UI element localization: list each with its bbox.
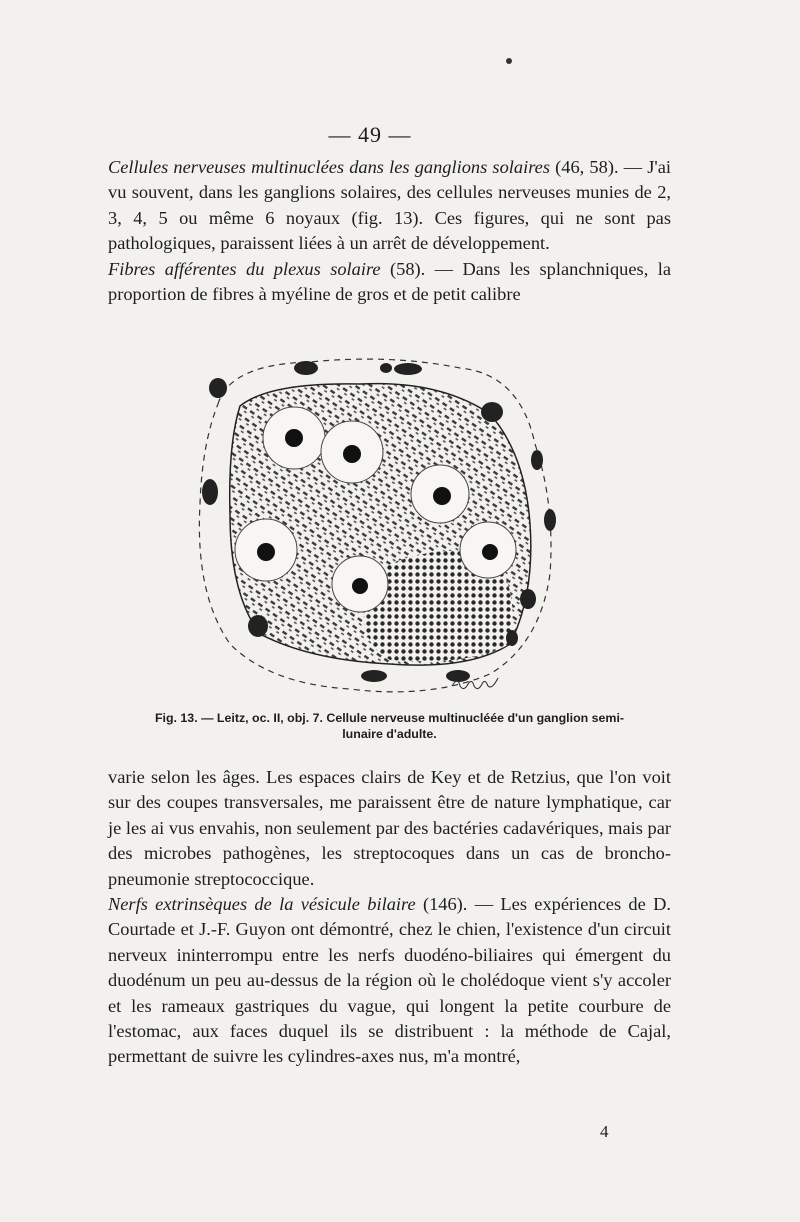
paragraph-title: Cellules nerveuses multinuclées dans les ganglions solaires [108, 157, 550, 177]
satellite-cell [544, 509, 556, 531]
paragraph-title: Nerfs extrinsèques de la vésicule bilaire [108, 894, 416, 915]
paragraph-text: (58). — Dans les splanchniques, la proportion de fibres à myéline de gros et de petit calibre [108, 258, 671, 305]
satellite-cell [209, 378, 227, 398]
paragraph-gallbladder-nerves [108, 892, 671, 1070]
satellite-cell [506, 630, 518, 646]
figure-caption [108, 710, 671, 742]
nucleus [411, 465, 469, 523]
paragraph-afferent-fibres [108, 257, 671, 308]
nucleus [321, 421, 383, 483]
satellite-cell [248, 615, 268, 637]
page-number: — 49 — [328, 122, 412, 147]
paragraph-text: (46, 58). — J'ai vu souvent, dans les ganglions solaires, des cellules nerveuses munies de 2, 3, 4, 5 ou même 6 noyaux (fig. 13). Ces figures, qui ne sont pas pathologiques, paraissent liées à un arrêt de développement. [108, 157, 672, 254]
paragraph-text: varie selon les âges. Les espaces clairs de Key et de Retzius, que l'on voit sur des coupes transversales, me paraissent être de nature lymphatique, car je les ai vus envahis, non seulement par des bactéries cadavériques, mais par des microbes pathogènes, les streptocoques dans un cas de broncho-pneumonie streptococcique. [108, 767, 671, 889]
paragraph-title: Fibres afférentes du plexus solaire [108, 258, 381, 279]
caption-line: lunaire d'adulte. [342, 727, 437, 741]
paragraph-text: (146). — Les expériences de D. Courtade et J.-F. Guyon ont démontré, chez le chien, l'existence d'un circuit nerveux ininterrompu entre les nerfs duodéno-biliaires qui émergent du duodénum un peu au-dessus de la région où le cholédoque vient s'y accoler et les rameaux gastriques du vague, qui longent la petite courbure de l'estomac, aux faces duquel ils se distribuent : la méthode de Cajal, permettant de suivre les cylindres-axes nus, m'a montré, [108, 894, 671, 1067]
satellite-cell [520, 589, 536, 609]
nucleus [460, 522, 516, 578]
nucleus [332, 556, 388, 612]
satellite-cell [294, 361, 318, 375]
text-block-top [108, 155, 671, 307]
satellite-cell [380, 363, 392, 373]
satellite-cell [481, 402, 503, 422]
caption-line: Fig. 13. — Leitz, oc. II, obj. 7. Cellule nerveuse multinucléée d'un ganglion semi- [154, 711, 625, 725]
satellite-cell [202, 479, 218, 505]
satellite-cell [531, 450, 543, 470]
satellite-cell [394, 363, 422, 375]
paragraph-continuation [108, 765, 671, 892]
figure-13-illustration [190, 354, 570, 706]
satellite-cell [446, 670, 470, 682]
text-block-bottom [108, 765, 671, 1070]
nucleus [263, 407, 325, 469]
signature-mark: 4 [600, 1122, 609, 1141]
ink-dot [506, 58, 512, 64]
satellite-cell [361, 670, 387, 682]
nucleus [235, 519, 297, 581]
paragraph-multinucleated-cells [108, 155, 671, 257]
